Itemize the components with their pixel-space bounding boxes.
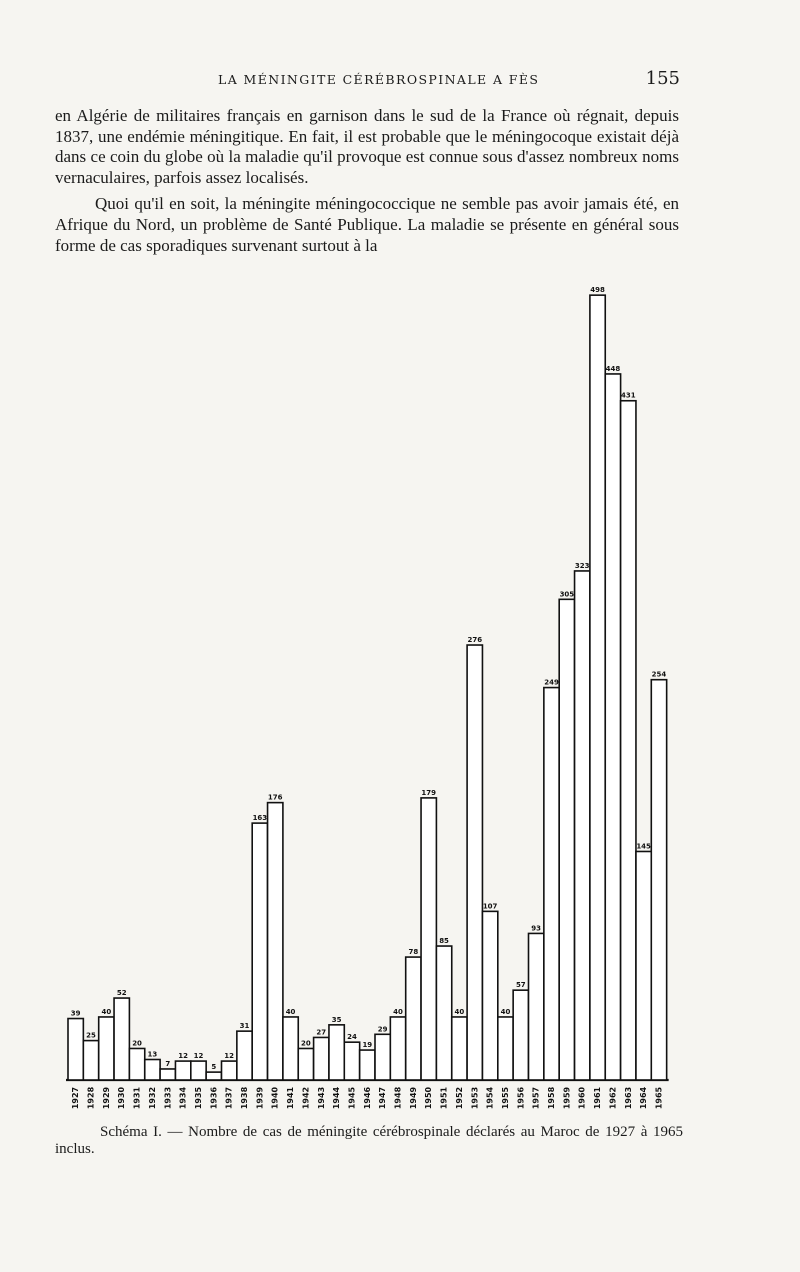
x-tick-label-1937: 1937: [224, 1086, 234, 1110]
data-label-1959: 305: [559, 590, 575, 599]
bar-1958: [544, 688, 559, 1080]
data-label-1939: 163: [252, 814, 268, 823]
x-tick-label-1946: 1946: [362, 1086, 372, 1110]
bar-1954: [482, 911, 497, 1080]
data-label-1964: 145: [636, 842, 651, 851]
bar-1965: [651, 680, 666, 1080]
bar-1950: [421, 798, 436, 1080]
data-label-1935: 12: [193, 1052, 204, 1061]
body-text: [55, 106, 679, 262]
x-tick-label-1962: 1962: [608, 1086, 618, 1110]
data-label-1932: 13: [147, 1050, 158, 1059]
data-label-1961: 498: [590, 286, 605, 295]
bar-1962: [605, 374, 620, 1080]
x-tick-label-1938: 1938: [240, 1086, 250, 1110]
bar-1956: [513, 990, 528, 1080]
bar-1931: [129, 1048, 144, 1080]
x-tick-label-1945: 1945: [347, 1086, 357, 1110]
bar-1955: [498, 1017, 513, 1080]
paragraph-2: Quoi qu'il en soit, la méningite méningococcique ne semble pas avoir jamais été, en Afrique du Nord, un problème de Santé Publique. La maladie se présente en général sous forme de cas sporadiques survenant surtout à la: [55, 194, 679, 255]
x-tick-label-1953: 1953: [470, 1086, 480, 1110]
x-tick-label-1959: 1959: [562, 1086, 572, 1110]
page-number: 155: [645, 68, 680, 89]
bar-1941: [283, 1017, 298, 1080]
bar-1938: [237, 1031, 252, 1080]
x-tick-label-1958: 1958: [547, 1086, 557, 1110]
bar-chart: [0, 280, 800, 1120]
bar-1944: [329, 1025, 344, 1080]
bar-1932: [145, 1060, 160, 1080]
data-label-1937: 12: [224, 1052, 235, 1061]
x-tick-label-1931: 1931: [132, 1086, 142, 1110]
x-tick-label-1934: 1934: [178, 1086, 188, 1110]
x-tick-label-1948: 1948: [393, 1086, 403, 1110]
data-label-1930: 52: [116, 989, 127, 998]
data-label-1941: 40: [285, 1007, 296, 1016]
bar-1953: [467, 645, 482, 1080]
x-tick-label-1954: 1954: [485, 1086, 495, 1110]
data-label-1960: 323: [574, 561, 590, 570]
data-label-1963: 431: [620, 391, 636, 400]
x-tick-label-1929: 1929: [101, 1086, 111, 1110]
data-label-1938: 31: [239, 1022, 250, 1031]
x-tick-label-1964: 1964: [639, 1086, 649, 1110]
x-tick-label-1940: 1940: [270, 1086, 280, 1110]
bar-1937: [222, 1061, 237, 1080]
data-label-1947: 29: [377, 1025, 388, 1034]
data-label-1946: 19: [362, 1041, 373, 1050]
x-tick-label-1939: 1939: [255, 1086, 265, 1110]
data-label-1949: 78: [408, 948, 419, 957]
bar-1942: [298, 1048, 313, 1080]
bar-1936: [206, 1072, 221, 1080]
bar-1929: [99, 1017, 114, 1080]
bar-1952: [452, 1017, 467, 1080]
x-tick-label-1961: 1961: [593, 1086, 603, 1110]
x-tick-label-1957: 1957: [531, 1086, 541, 1110]
running-head: LA MÉNINGITE CÉRÉBROSPINALE A FÈS: [218, 72, 540, 87]
bar-1934: [175, 1061, 190, 1080]
data-label-1953: 276: [467, 636, 483, 645]
bar-1947: [375, 1034, 390, 1080]
data-label-1944: 35: [331, 1015, 342, 1024]
data-label-1936: 5: [211, 1063, 217, 1072]
bar-1960: [575, 571, 590, 1080]
data-label-1933: 7: [165, 1059, 171, 1068]
data-label-1952: 40: [454, 1007, 465, 1016]
x-tick-label-1960: 1960: [577, 1086, 587, 1110]
data-label-1927: 39: [70, 1009, 81, 1018]
x-tick-label-1933: 1933: [163, 1086, 173, 1110]
bar-1930: [114, 998, 129, 1080]
bar-1949: [406, 957, 421, 1080]
x-tick-label-1944: 1944: [332, 1086, 342, 1110]
paragraph-1: en Algérie de militaires français en garnison dans le sud de la France où régnait, depuis 1837, une endémie méningitique. En fait, il est probable que le méningocoque existait déjà dans ce coin du globe où la maladie qu'il provoque est connue sous d'assez nombreux noms vernaculaires, parfois assez localisés.: [55, 106, 679, 187]
x-tick-label-1963: 1963: [623, 1086, 633, 1110]
x-tick-label-1932: 1932: [147, 1086, 157, 1110]
x-tick-label-1936: 1936: [209, 1086, 219, 1110]
x-tick-label-1947: 1947: [378, 1086, 388, 1110]
bar-1940: [268, 803, 283, 1080]
data-label-1950: 179: [421, 788, 437, 797]
x-tick-label-1965: 1965: [654, 1086, 664, 1110]
data-label-1931: 20: [132, 1039, 142, 1048]
data-label-1954: 107: [482, 902, 498, 911]
data-label-1962: 448: [605, 364, 621, 373]
bar-1957: [529, 933, 544, 1080]
x-tick-label-1952: 1952: [454, 1086, 464, 1110]
page-header: [110, 70, 692, 90]
data-label-1965: 254: [651, 670, 667, 679]
data-label-1958: 249: [544, 678, 559, 687]
bar-1933: [160, 1069, 175, 1080]
bar-1951: [436, 946, 451, 1080]
x-tick-label-1942: 1942: [301, 1086, 311, 1110]
bar-1961: [590, 295, 605, 1080]
figure-caption: Schéma I. — Nombre de cas de méningite cérébrospinale déclarés au Maroc de 1927 à 1965 inclus.: [55, 1124, 683, 1157]
x-tick-label-1949: 1949: [408, 1086, 418, 1110]
data-label-1945: 24: [347, 1033, 357, 1042]
bar-1963: [621, 401, 636, 1080]
bar-1948: [390, 1017, 405, 1080]
x-tick-label-1941: 1941: [286, 1086, 296, 1110]
data-label-1951: 85: [439, 937, 449, 946]
bar-1935: [191, 1061, 206, 1080]
x-tick-label-1935: 1935: [193, 1086, 203, 1110]
data-label-1943: 27: [316, 1028, 327, 1037]
x-tick-label-1955: 1955: [500, 1086, 510, 1110]
bar-1964: [636, 851, 651, 1080]
data-label-1948: 40: [393, 1007, 403, 1016]
bar-1945: [344, 1042, 359, 1080]
bar-1939: [252, 823, 267, 1080]
bar-1928: [83, 1041, 98, 1080]
x-tick-label-1951: 1951: [439, 1086, 449, 1110]
bar-1946: [360, 1050, 375, 1080]
x-tick-label-1927: 1927: [71, 1086, 81, 1110]
x-tick-label-1943: 1943: [316, 1086, 326, 1110]
data-label-1940: 176: [267, 793, 283, 802]
data-label-1929: 40: [101, 1007, 112, 1016]
data-label-1955: 40: [500, 1007, 511, 1016]
data-label-1956: 57: [515, 981, 526, 990]
x-tick-label-1930: 1930: [117, 1086, 127, 1110]
x-tick-label-1928: 1928: [86, 1086, 96, 1110]
data-label-1934: 12: [178, 1052, 188, 1061]
bar-1943: [314, 1037, 329, 1080]
x-tick-label-1956: 1956: [516, 1086, 526, 1110]
data-label-1957: 93: [531, 924, 542, 933]
bar-1927: [68, 1019, 83, 1080]
data-label-1928: 25: [86, 1031, 96, 1040]
x-tick-label-1950: 1950: [424, 1086, 434, 1110]
data-label-1942: 20: [301, 1039, 311, 1048]
bar-1959: [559, 599, 574, 1080]
